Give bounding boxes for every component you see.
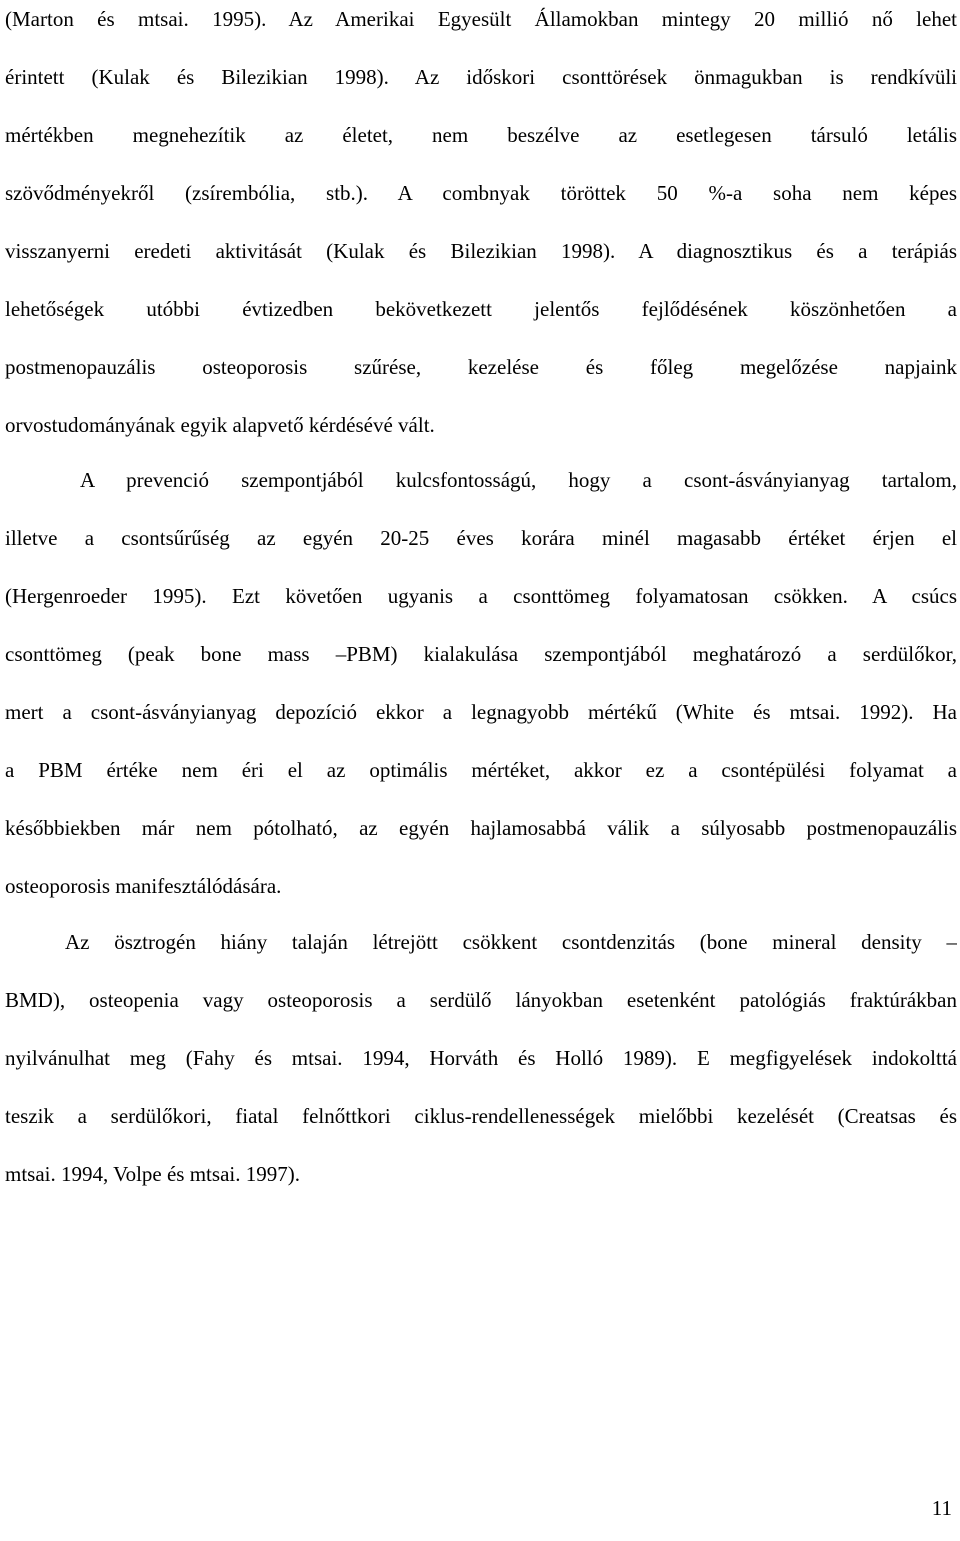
text-line: mértékben megnehezítik az életet, nem beszélve az esetlegesen társuló letális: [5, 123, 957, 147]
text-line: érintett (Kulak és Bilezikian 1998). Az időskori csonttörések önmagukban is rendkívüli: [5, 65, 957, 89]
text-line: lehetőségek utóbbi évtizedben bekövetkezett jelentős fejlődésének köszönhetően a: [5, 297, 957, 321]
text-line: BMD), osteopenia vagy osteoporosis a serdülő lányokban esetenként patológiás fraktúrákban: [5, 988, 957, 1012]
text-line: a PBM értéke nem éri el az optimális mértéket, akkor ez a csontépülési folyamat a: [5, 758, 957, 782]
text-line: nyilvánulhat meg (Fahy és mtsai. 1994, Horváth és Holló 1989). E megfigyelések indokolttá: [5, 1046, 957, 1070]
paragraph-3: [5, 913, 957, 1203]
text-line: visszanyerni eredeti aktivitását (Kulak és Bilezikian 1998). A diagnosztikus és a terápiás: [5, 239, 957, 263]
text-line: teszik a serdülőkori, fiatal felnőttkori ciklus-rendellenességek mielőbbi kezelését (Creatsas és: [5, 1104, 957, 1128]
paragraph-2: [5, 451, 957, 915]
text-line: illetve a csontsűrűség az egyén 20-25 éves korára minél magasabb értéket érjen el: [5, 526, 957, 550]
text-line: Az ösztrogén hiány talaján létrejött csökkent csontdenzitás (bone mineral density –: [65, 930, 957, 954]
text-line: (Hergenroeder 1995). Ezt követően ugyanis a csonttömeg folyamatosan csökken. A csúcs: [5, 584, 957, 608]
text-line: mert a csont-ásványianyag depozíció ekkor a legnagyobb mértékű (White és mtsai. 1992). Ha: [5, 700, 957, 724]
page-number: 11: [931, 1496, 952, 1520]
text-line: csonttömeg (peak bone mass –PBM) kialakulása szempontjából meghatározó a serdülőkor,: [5, 642, 957, 666]
text-line: későbbiekben már nem pótolható, az egyén hajlamosabbá válik a súlyosabb postmenopauzális: [5, 816, 957, 840]
text-line: osteoporosis manifesztálódására.: [5, 874, 282, 898]
text-line: postmenopauzális osteoporosis szűrése, kezelése és főleg megelőzése napjaink: [5, 355, 957, 379]
text-line: szövődményekről (zsírembólia, stb.). A combnyak töröttek 50 %-a soha nem képes: [5, 181, 957, 205]
text-line: mtsai. 1994, Volpe és mtsai. 1997).: [5, 1162, 300, 1186]
text-line: orvostudományának egyik alapvető kérdésévé vált.: [5, 413, 435, 437]
text-line: (Marton és mtsai. 1995). Az Amerikai Egyesült Államokban mintegy 20 millió nő lehet: [5, 7, 957, 31]
paragraph-1: [5, 0, 957, 454]
text-line: A prevenció szempontjából kulcsfontosságú, hogy a csont-ásványianyag tartalom,: [80, 468, 957, 492]
